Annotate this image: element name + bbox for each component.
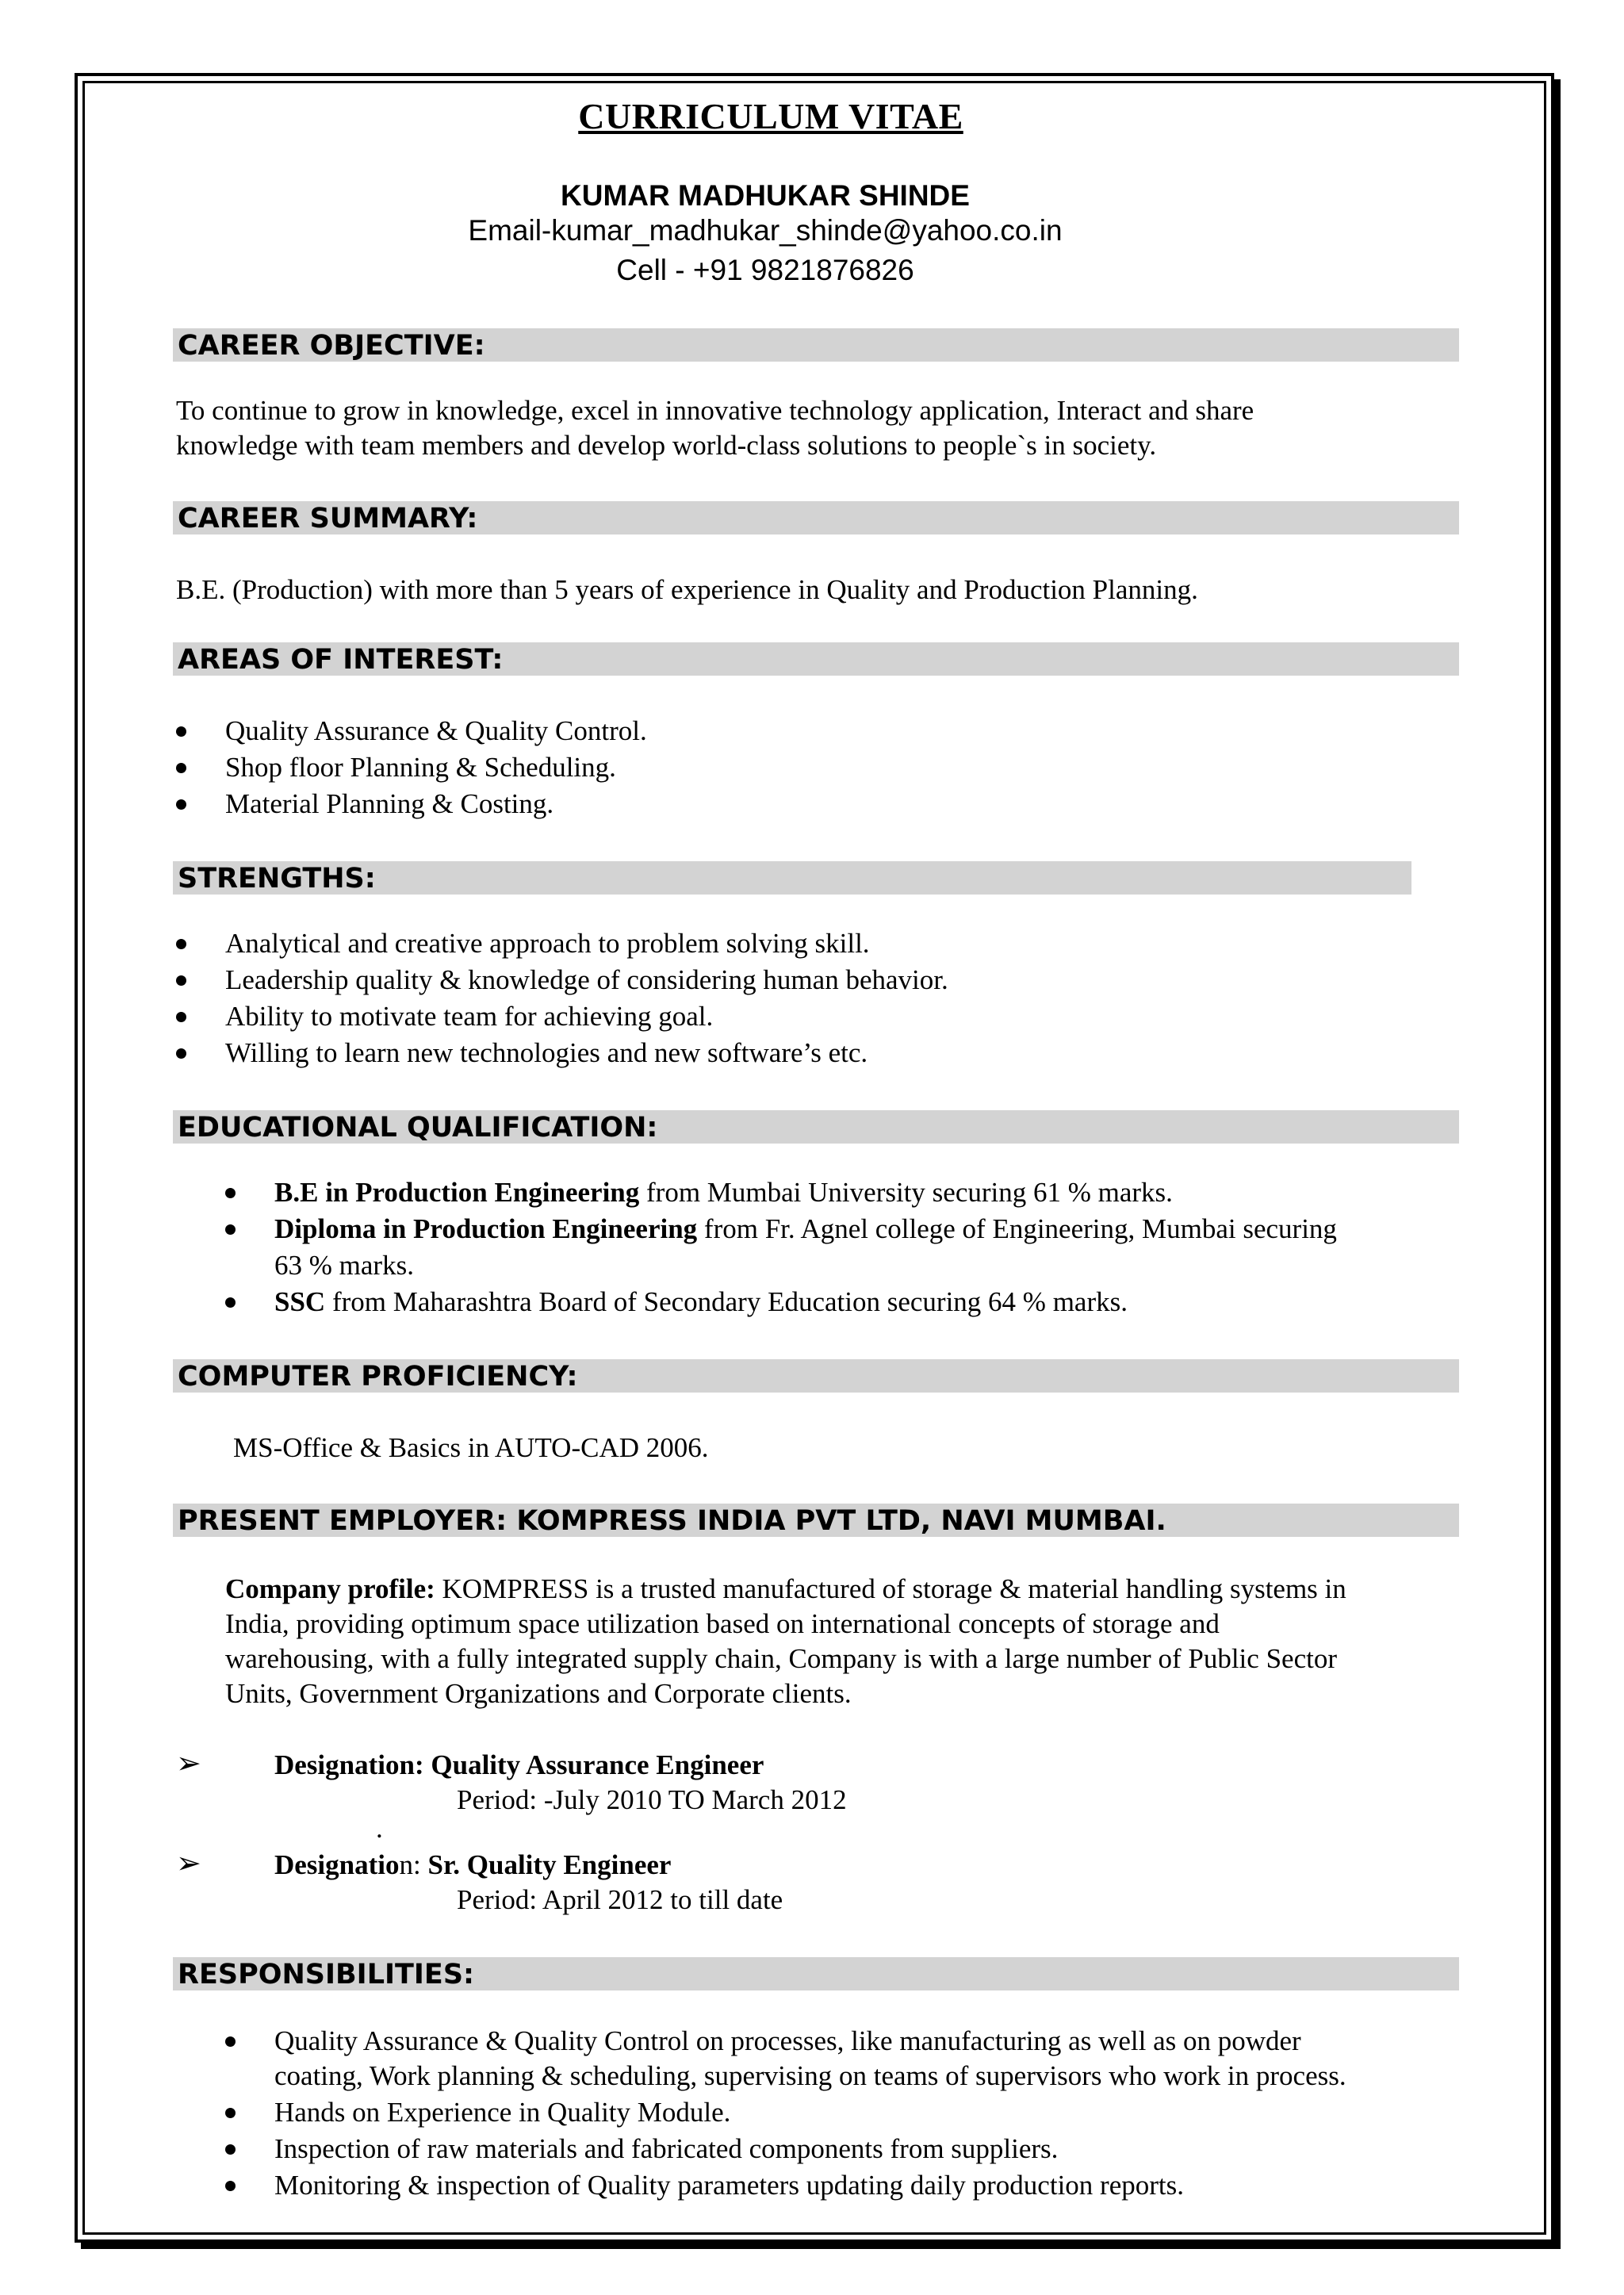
bullet-icon: [225, 1188, 236, 1198]
bullet-icon: [176, 1012, 186, 1022]
designation-line: [274, 1848, 671, 1883]
education-item: [274, 1212, 1337, 1247]
designation-period: Period: -July 2010 TO March 2012: [457, 1784, 847, 1815]
bullet-icon: [176, 1048, 186, 1059]
cell-line: Cell - +91 9821876826: [616, 254, 914, 286]
section-responsibilities: RESPONSIBILITIES:: [173, 1957, 1459, 1990]
objective-line: knowledge with team members and develop world-class solutions to people`s in society.: [176, 430, 1157, 461]
document-title: CURRICULUM VITAE: [578, 96, 963, 136]
responsibility-item: Hands on Experience in Quality Module.: [274, 2097, 731, 2128]
bullet-icon: [225, 2036, 236, 2047]
bullet-icon: [176, 763, 186, 773]
education-item-continuation: 63 % marks.: [274, 1250, 414, 1281]
bullet-icon: [176, 939, 186, 949]
designation-period: Period: April 2012 to till date: [457, 1884, 783, 1915]
strength-item: Analytical and creative approach to problem solving skill.: [225, 928, 870, 959]
bullet-icon: [176, 975, 186, 986]
degree-name: SSC: [274, 1286, 326, 1317]
computer-text: MS-Office & Basics in AUTO-CAD 2006.: [233, 1432, 709, 1463]
email-line: Email-kumar_madhukar_shinde@yahoo.co.in: [468, 214, 1063, 247]
bullet-icon: [176, 726, 186, 737]
interest-item: Shop floor Planning & Scheduling.: [225, 752, 616, 783]
strength-item: Leadership quality & knowledge of considering human behavior.: [225, 964, 948, 995]
bullet-icon: [225, 2144, 236, 2155]
degree-detail: from Maharashtra Board of Secondary Education securing 64 % marks.: [325, 1286, 1128, 1317]
designation-label-rest: n:: [399, 1849, 421, 1880]
section-present-employer: PRESENT EMPLOYER: KOMPRESS INDIA PVT LTD, NAVI MUMBAI.: [173, 1504, 1459, 1537]
designation-label: Designatio: [274, 1849, 400, 1880]
education-item: [274, 1175, 1173, 1210]
arrow-bullet-icon: ➢: [176, 1747, 201, 1780]
degree-detail: from Mumbai University securing 61 % marks.: [639, 1177, 1173, 1208]
strength-item: Willing to learn new technologies and new software’s etc.: [225, 1037, 868, 1068]
bullet-icon: [225, 2181, 236, 2191]
section-computer-proficiency: COMPUTER PROFICIENCY:: [173, 1359, 1459, 1393]
designation-role: Quality Assurance Engineer: [423, 1749, 764, 1780]
company-profile-text: KOMPRESS is a trusted manufactured of storage & material handling systems in: [435, 1573, 1346, 1604]
responsibility-item: Quality Assurance & Quality Control on processes, like manufacturing as well as on powder: [274, 2025, 1301, 2056]
education-item: [274, 1285, 1128, 1320]
summary-text: B.E. (Production) with more than 5 years of experience in Quality and Production Planning.: [176, 574, 1198, 605]
section-areas-of-interest: AREAS OF INTEREST:: [173, 642, 1459, 676]
company-profile-line: Units, Government Organizations and Corporate clients.: [225, 1678, 852, 1709]
section-education: EDUCATIONAL QUALIFICATION:: [173, 1110, 1459, 1144]
section-career-objective: CAREER OBJECTIVE:: [173, 328, 1459, 362]
company-profile-line: warehousing, with a fully integrated supply chain, Company is with a large number of Public Sector: [225, 1643, 1337, 1674]
interest-item: Material Planning & Costing.: [225, 788, 554, 819]
section-career-summary: CAREER SUMMARY:: [173, 501, 1459, 534]
responsibility-item: Inspection of raw materials and fabricated components from suppliers.: [274, 2133, 1059, 2164]
designation-line: [274, 1748, 764, 1783]
company-profile-label: Company profile:: [225, 1573, 435, 1604]
company-profile-line: India, providing optimum space utilization based on international concepts of storage and: [225, 1608, 1220, 1639]
designation-role: Sr. Quality Engineer: [420, 1849, 672, 1880]
degree-name: B.E in Production Engineering: [274, 1177, 640, 1208]
responsibility-item: Monitoring & inspection of Quality parameters updating daily production reports.: [274, 2170, 1184, 2201]
bullet-icon: [225, 1297, 236, 1308]
bullet-icon: [225, 2108, 236, 2118]
degree-name: Diploma in Production Engineering: [274, 1213, 698, 1244]
objective-line: To continue to grow in knowledge, excel in innovative technology application, Interact and share: [176, 395, 1254, 426]
section-strengths: STRENGTHS:: [173, 861, 1411, 895]
stray-dot: .: [376, 1813, 383, 1844]
page-border-shadow: [81, 2243, 1561, 2249]
interest-item: Quality Assurance & Quality Control.: [225, 715, 647, 746]
arrow-bullet-icon: ➢: [176, 1847, 201, 1880]
company-profile-line: [225, 1572, 1456, 1607]
degree-detail: from Fr. Agnel college of Engineering, Mumbai securing: [697, 1213, 1337, 1244]
designation-label: Designation:: [274, 1749, 424, 1780]
page-border-shadow: [1554, 79, 1561, 2249]
bullet-icon: [225, 1224, 236, 1235]
responsibility-item-continuation: coating, Work planning & scheduling, supervising on teams of supervisors who work in process.: [274, 2060, 1346, 2091]
candidate-name: KUMAR MADHUKAR SHINDE: [561, 179, 970, 212]
bullet-icon: [176, 799, 186, 810]
strength-item: Ability to motivate team for achieving goal.: [225, 1001, 714, 1032]
